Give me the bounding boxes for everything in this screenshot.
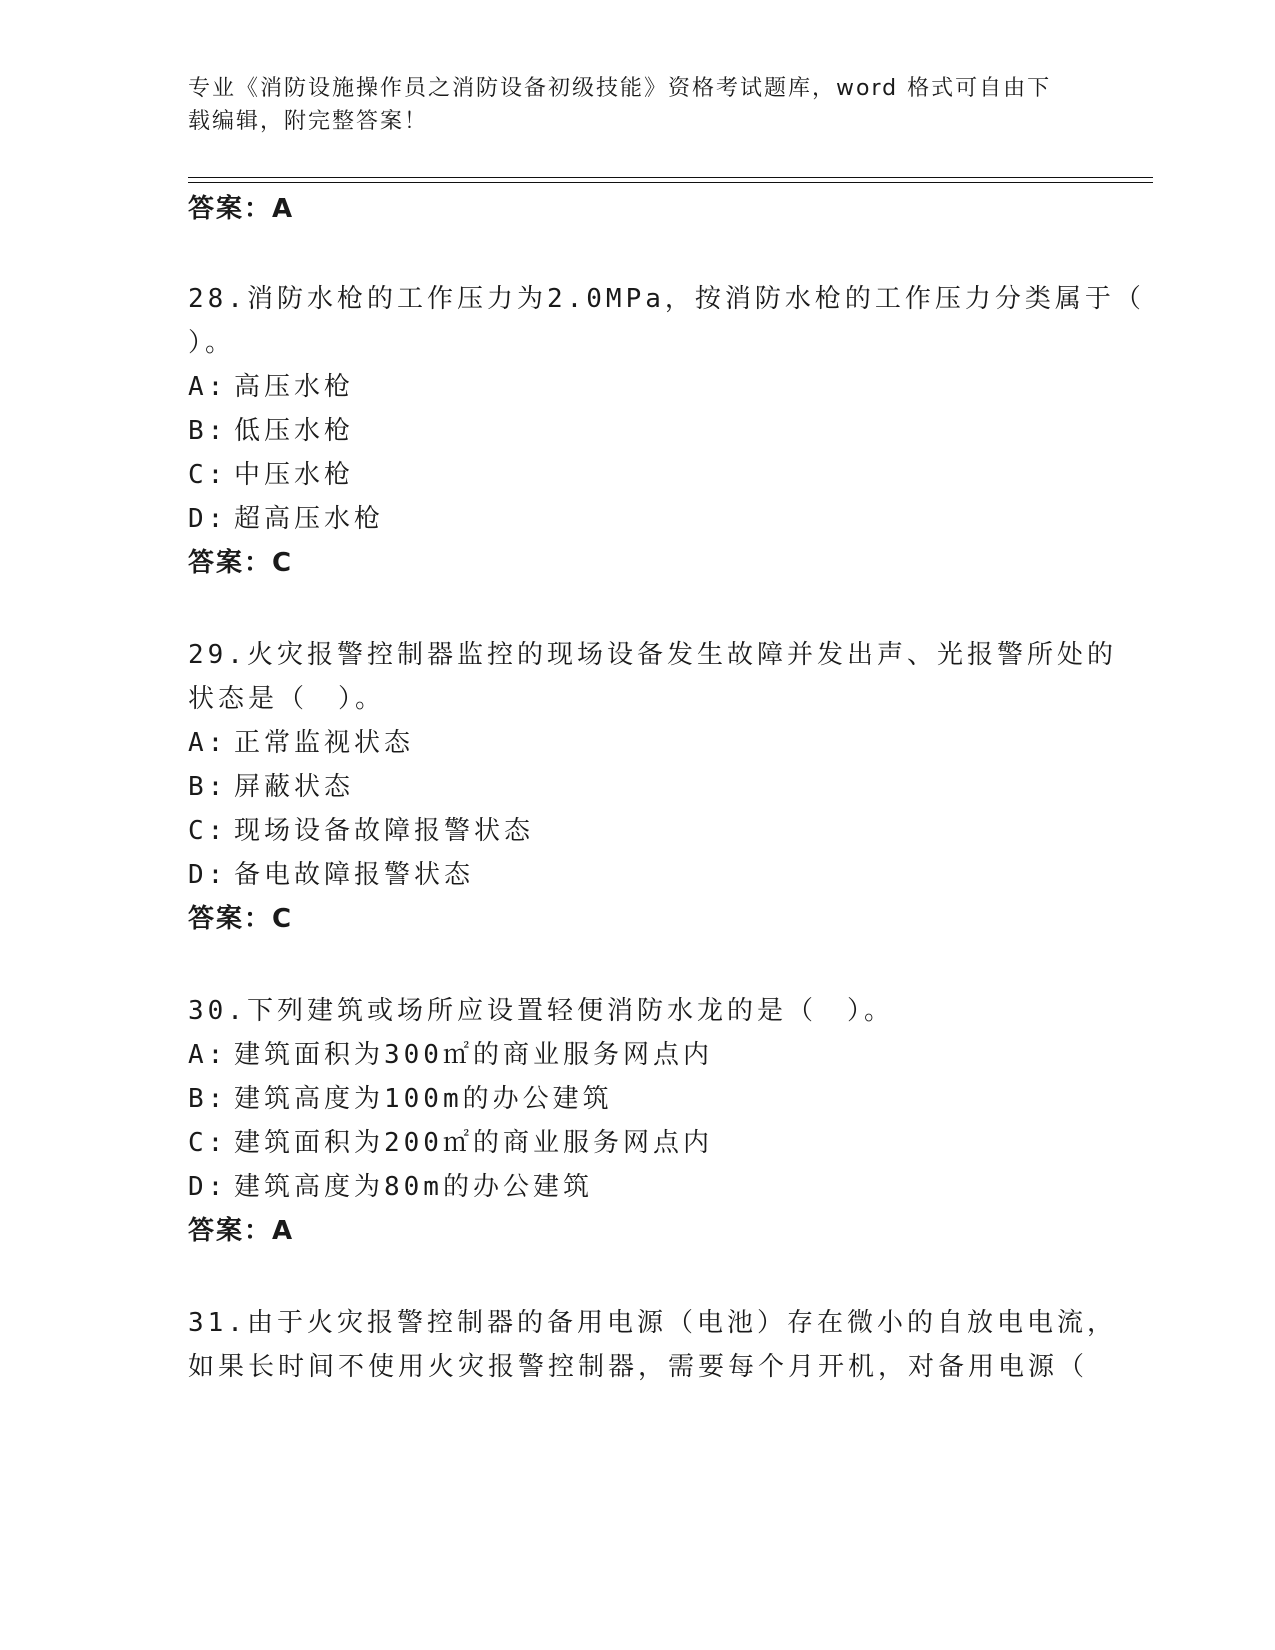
answer-29 [188, 898, 293, 935]
option-label: A: [188, 728, 228, 758]
question-29-option-a [188, 722, 414, 759]
answer-value: C [272, 548, 294, 578]
option-label: C: [188, 460, 228, 490]
option-text: 建筑面积为300㎡的商业服务网点内 [234, 1040, 713, 1070]
option-label: D: [188, 1172, 228, 1202]
option-text: 建筑高度为80m的办公建筑 [234, 1172, 593, 1202]
option-label: A: [188, 1040, 228, 1070]
option-text: 建筑高度为100m的办公建筑 [234, 1084, 613, 1114]
document-header [188, 72, 1088, 138]
question-31-line-2: 如果长时间不使用火灾报警控制器，需要每个月开机，对备用电源（ [188, 1352, 1089, 1382]
answer-30 [188, 1210, 294, 1247]
question-29-option-d [188, 854, 474, 891]
option-text: 备电故障报警状态 [234, 860, 475, 890]
answer-value: A [272, 1216, 295, 1246]
answer-value: A [272, 194, 295, 224]
option-text: 正常监视状态 [234, 728, 415, 758]
option-label: B: [188, 772, 228, 802]
option-text: 屏蔽状态 [234, 772, 355, 802]
option-label: D: [188, 860, 228, 890]
question-28-line-2: ）。 [188, 328, 236, 358]
header-line-1: 专业《消防设施操作员之消防设备初级技能》资格考试题库，word 格式可自由下 [188, 76, 1052, 101]
header-rule-top [188, 177, 1153, 178]
answer-value: C [272, 904, 294, 934]
option-text: 超高压水枪 [234, 504, 385, 534]
option-label: A: [188, 372, 228, 402]
option-text: 建筑面积为200㎡的商业服务网点内 [234, 1128, 713, 1158]
option-label: D: [188, 504, 228, 534]
question-29-line-2: 状态是（ ）。 [188, 684, 386, 714]
answer-28 [188, 542, 293, 579]
question-28-option-d [188, 498, 384, 535]
question-30-option-b [188, 1078, 613, 1115]
answer-label: 答案： [188, 548, 273, 578]
question-29-option-b [188, 766, 354, 803]
answer-label: 答案： [188, 904, 273, 934]
option-label: C: [188, 816, 228, 846]
question-30-option-a [188, 1034, 713, 1071]
answer-label: 答案： [188, 194, 273, 224]
answer-27 [188, 188, 294, 225]
question-28-option-c [188, 454, 354, 491]
option-text: 现场设备故障报警状态 [234, 816, 535, 846]
header-line-2: 载编辑，附完整答案！ [188, 109, 429, 134]
question-30-line-1: 30.下列建筑或场所应设置轻便消防水龙的是（ ）。 [188, 996, 894, 1026]
option-label: C: [188, 1128, 228, 1158]
question-31-line-1: 31.由于火灾报警控制器的备用电源（电池）存在微小的自放电电流， [188, 1308, 1117, 1338]
header-rule-bottom [188, 182, 1153, 183]
option-text: 低压水枪 [234, 416, 355, 446]
question-30-option-c [188, 1122, 713, 1159]
option-text: 中压水枪 [234, 460, 355, 490]
option-label: B: [188, 416, 228, 446]
question-28-option-a [188, 366, 354, 403]
question-30-option-d [188, 1166, 593, 1203]
question-28-option-b [188, 410, 354, 447]
question-28-line-1: 28.消防水枪的工作压力为2.0MPa，按消防水枪的工作压力分类属于（ [188, 284, 1145, 314]
option-text: 高压水枪 [234, 372, 355, 402]
answer-label: 答案： [188, 1216, 273, 1246]
option-label: B: [188, 1084, 228, 1114]
question-29-option-c [188, 810, 534, 847]
question-29-line-1: 29.火灾报警控制器监控的现场设备发生故障并发出声、光报警所处的 [188, 640, 1117, 670]
